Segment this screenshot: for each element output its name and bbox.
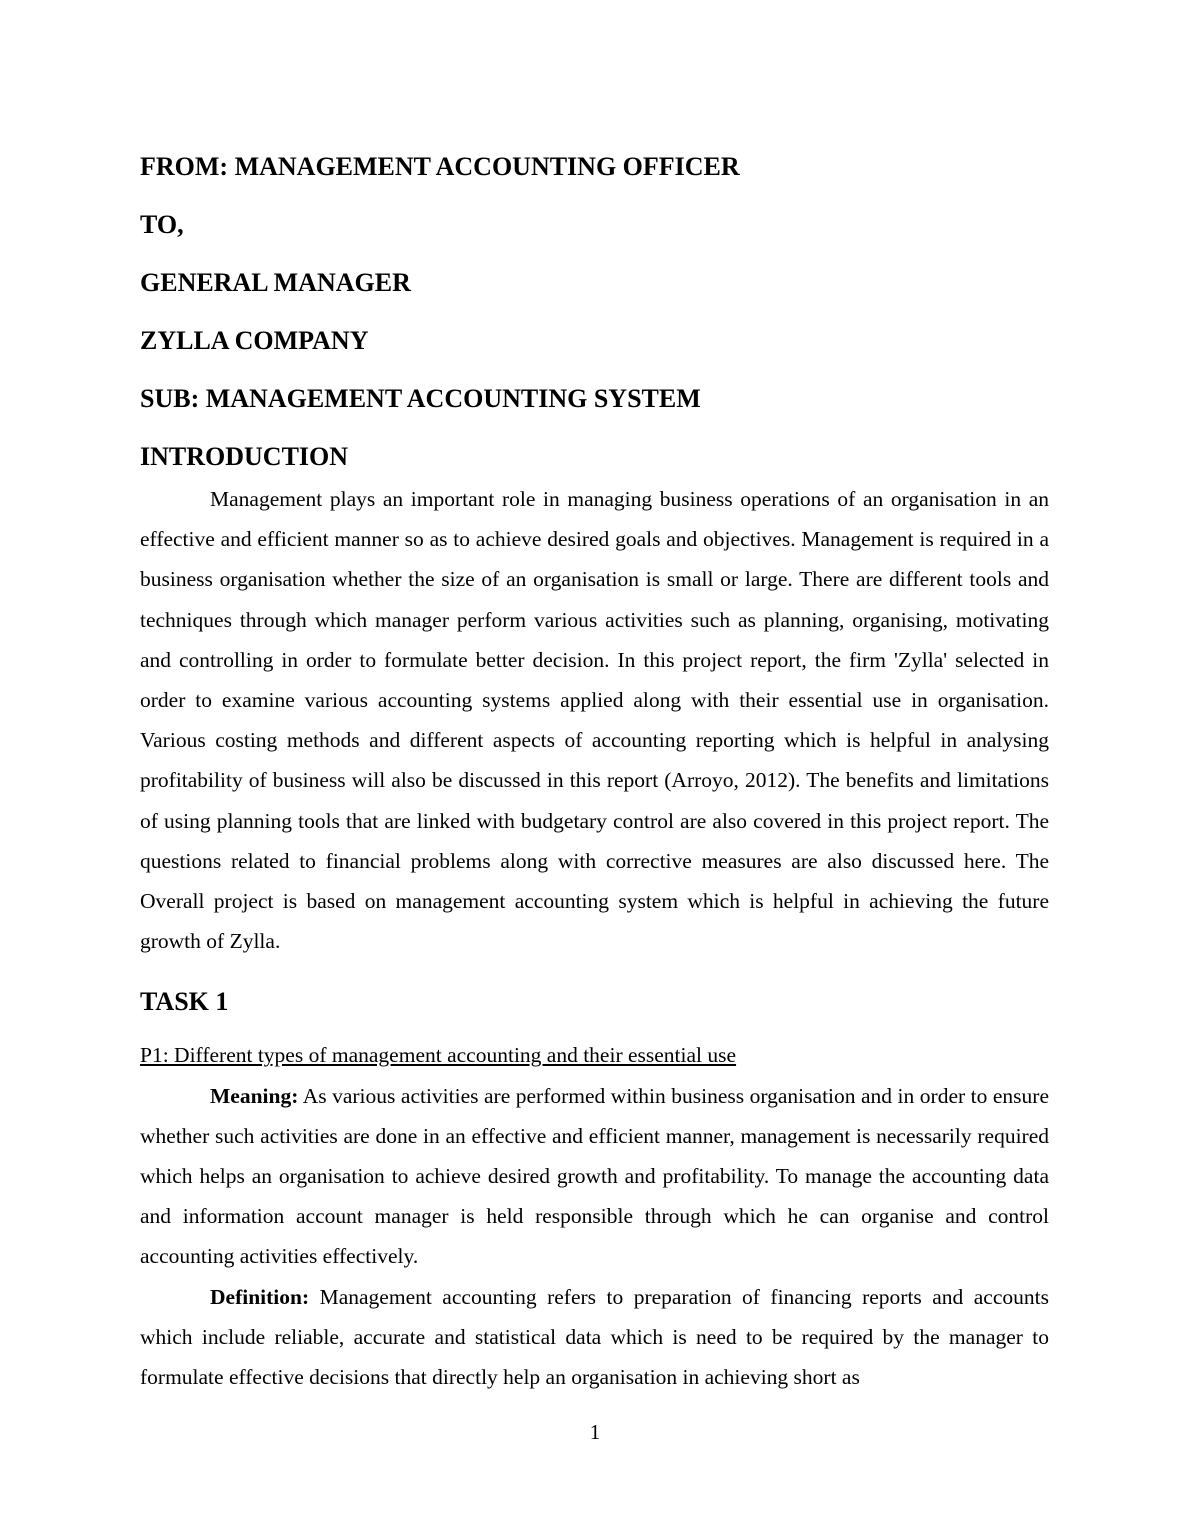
page-number: 1	[589, 1420, 601, 1444]
introduction-paragraph: Management plays an important role in managing business operations of an organisation in an effective and efficient manner so as to achieve desired goals and objectives. Management is required in a business organisation whether the size of an organisation is small or large. There are different tools and techniques through which manager perform various activities such as planning, organising, motivating and controlling in order to formulate better decision. In this project report, the firm 'Zylla' selected in order to examine various accounting systems applied along with their essential use in organisation. Various costing methods and different aspects of accounting reporting which is helpful in analysing profitability of business will also be discussed in this report (Arroyo, 2012). The benefits and limitations of using planning tools that are linked with budgetary control are also covered in this project report. The questions related to financial problems along with corrective measures are also discussed here. The Overall project is based on management accounting system which is helpful in achieving the future growth of Zylla.	[140, 487, 1049, 954]
definition-text: Management accounting refers to preparation of financing reports and accounts which include reliable, accurate and statistical data which is need to be required by the manager to formulate effective decisions that directly help an organisation in achieving short as	[140, 1284, 1049, 1390]
from-line: FROM: MANAGEMENT ACCOUNTING OFFICER	[140, 152, 740, 181]
company-line: ZYLLA COMPANY	[140, 326, 369, 355]
task-1-heading: TASK 1	[140, 987, 229, 1017]
to-line: TO,	[140, 210, 184, 239]
meaning-text: As various activities are performed within business organisation and in order to ensure whether such activities are done in an effective and efficient manner, management is necessarily required which helps an organisation to achieve desired growth and profitability. To manage the accounting data and information account manager is held responsible through which he can organise and control accounting activities effectively.	[140, 1083, 1049, 1269]
introduction-heading: INTRODUCTION	[140, 442, 349, 471]
p1-subheading: P1: Different types of management accounting and their essential use	[140, 1043, 737, 1068]
document-page	[140, 145, 1049, 1397]
definition-label: Definition:	[210, 1284, 310, 1309]
meaning-paragraph	[140, 1076, 1049, 1277]
definition-paragraph	[140, 1277, 1049, 1398]
recipient-line: GENERAL MANAGER	[140, 268, 411, 297]
subject-line: SUB: MANAGEMENT ACCOUNTING SYSTEM	[140, 384, 701, 413]
meaning-label: Meaning:	[210, 1083, 299, 1108]
